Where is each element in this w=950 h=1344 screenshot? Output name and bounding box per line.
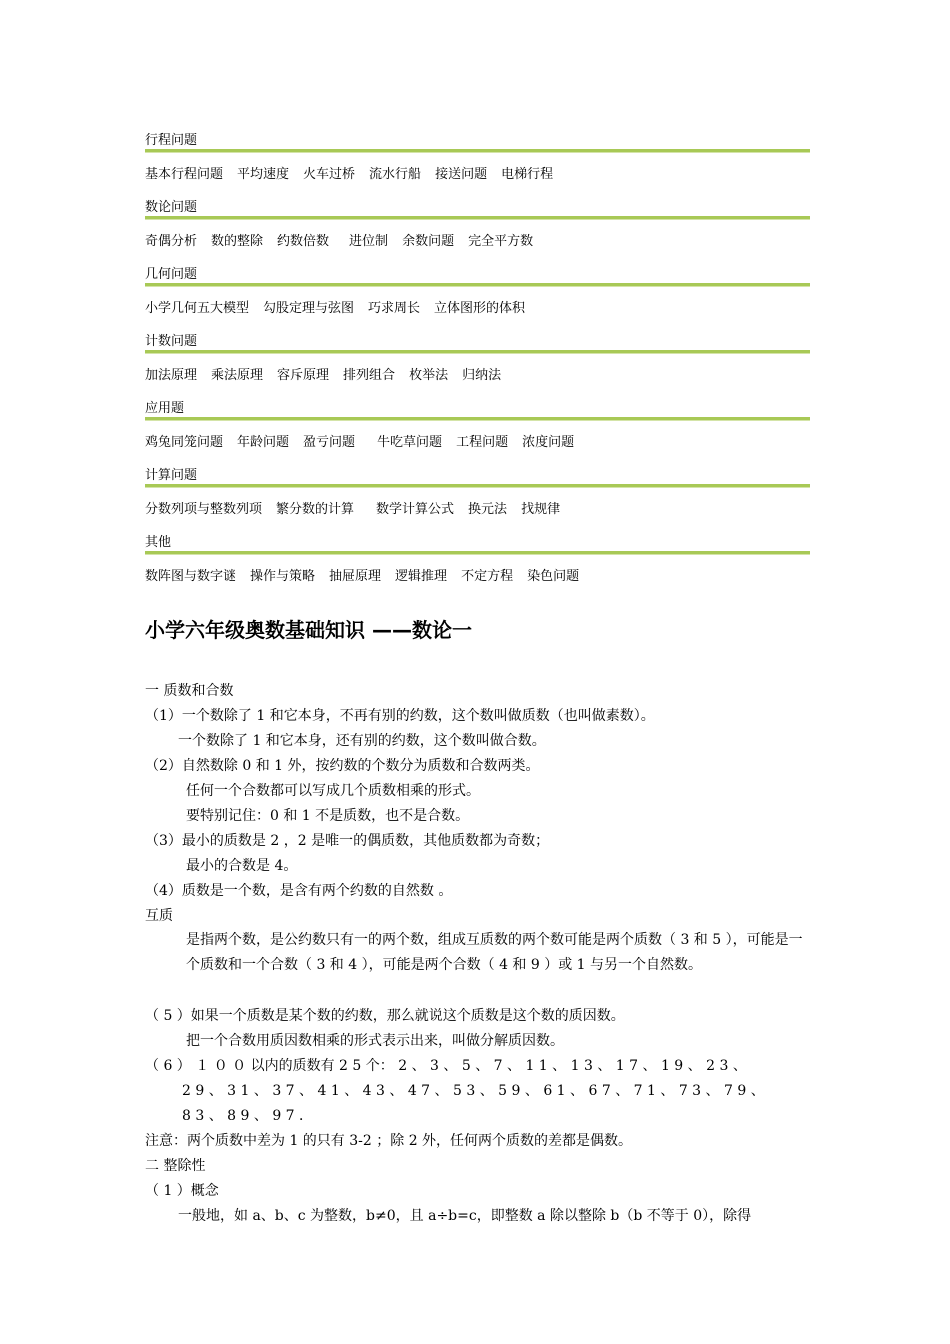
paragraph: 一般地，如 a、b、c 为整数，b≠0，且 a÷b=c，即整数 a 除以整除 b（b 不等于 0），除得 [178,1208,752,1224]
paragraph: 2 9 、 3 1 、 3 7 、 4 1 、 4 3 、 4 7 、 5 3 、 5 9 、 6 1 、 6 7 、 7 1 、 7 3 、 7 9 、 [182,1083,765,1099]
paragraph: 要特别记住：0 和 1 不是质数，也不是合数。 [186,808,470,824]
topic-item: 电梯行程 [501,167,554,182]
topic-item: 勾股定理与弦图 [263,301,355,316]
category-divider [145,283,810,287]
topic-item: 接送问题 [435,167,488,182]
topic-list [145,569,593,585]
topic-item: 抽屉原理 [329,569,382,584]
topic-item: 浓度问题 [522,435,575,450]
section-title: 一 质数和合数 [145,683,234,699]
topic-item: 繁分数的计算 [276,502,355,517]
topic-list [145,435,588,451]
topic-item: 找规律 [521,502,561,517]
topic-item: 巧求周长 [368,301,421,316]
paragraph: （ 5 ）如果一个质数是某个数的约数，那么就说这个质数是这个数的质因数。 [145,1008,625,1024]
paragraph: 任何一个合数都可以写成几个质数相乘的形式。 [186,783,480,799]
category-header [145,402,810,421]
topic-item: 小学几何五大模型 [145,301,250,316]
category-divider [145,350,810,354]
paragraph: 8 3 、 8 9 、 9 7 ． [182,1108,314,1124]
topic-item: 立体图形的体积 [434,301,526,316]
category-title: 行程问题 [145,133,198,148]
category-header [145,268,810,287]
topic-item: 换元法 [468,502,508,517]
category-divider [145,551,810,555]
topic-item: 余数问题 [402,234,455,249]
topic-item: 分数列项与整数列项 [145,502,263,517]
topic-item: 乘法原理 [211,368,264,383]
category-title: 其他 [145,535,172,550]
topic-item: 数的整除 [211,234,264,249]
topic-item: 染色问题 [527,569,580,584]
topic-item: 工程问题 [456,435,509,450]
paragraph: 最小的合数是 4。 [186,858,298,874]
category-divider [145,216,810,220]
topic-item: 火车过桥 [303,167,356,182]
category-header [145,335,810,354]
paragraph: （4）质数是一个数，是含有两个约数的自然数 。 [145,883,453,899]
topic-item: 约数倍数 [277,234,330,249]
category-divider [145,484,810,488]
paragraph: 把一个合数用质因数相乘的形式表示出来，叫做分解质因数。 [186,1033,564,1049]
topic-item: 进位制 [349,234,389,249]
paragraph: （2）自然数除 0 和 1 外，按约数的个数分为质数和合数两类。 [145,758,540,774]
topic-item: 基本行程问题 [145,167,224,182]
topic-item: 排列组合 [343,368,396,383]
topic-item: 归纳法 [462,368,502,383]
topic-item: 数学计算公式 [376,502,455,517]
paragraph: 一个数除了 1 和它本身，还有别的约数，这个数叫做合数。 [178,733,546,749]
topic-item: 年龄问题 [237,435,290,450]
topic-list [145,502,574,518]
category-header [145,201,810,220]
category-divider [145,417,810,421]
note: 注意：两个质数中差为 1 的只有 3-2 ；除 2 外，任何两个质数的差都是偶数。 [145,1133,633,1149]
category-header [145,469,810,488]
topic-item: 不定方程 [461,569,514,584]
section-title: 二 整除性 [145,1158,206,1174]
category-title: 计数问题 [145,334,198,349]
topic-list [145,301,539,317]
category-title: 计算问题 [145,468,198,483]
topic-item: 加法原理 [145,368,198,383]
paragraph: （ 1 ）概念 [145,1183,219,1199]
category-header [145,536,810,555]
category-title: 应用题 [145,401,185,416]
topic-item: 完全平方数 [468,234,534,249]
topic-list [145,368,515,384]
topic-item: 鸡兔同笼问题 [145,435,224,450]
paragraph: （ 6 ） １ ０ ０ 以内的质数有 2 5 个： 2 、 3 、 5 、 7 、 1 1 、 1 3 、 1 7 、 1 9 、 2 3 、 [145,1058,747,1074]
topic-list [145,167,567,183]
category-divider [145,149,810,153]
topic-item: 数阵图与数字谜 [145,569,237,584]
topic-item: 平均速度 [237,167,290,182]
topic-item: 流水行船 [369,167,422,182]
category-header [145,134,810,153]
document-heading: 小学六年级奥数基础知识 ——数论一 [145,618,472,642]
topic-item: 牛吃草问题 [377,435,443,450]
topic-list [145,234,547,250]
topic-item: 奇偶分析 [145,234,198,249]
category-title: 数论问题 [145,200,198,215]
section-title: 互质 [145,908,173,924]
topic-item: 枚举法 [409,368,449,383]
category-title: 几何问题 [145,267,198,282]
paragraph: （3）最小的质数是 2 ，2 是唯一的偶质数，其他质数都为奇数； [145,833,550,849]
paragraph: （1）一个数除了 1 和它本身，不再有别的约数，这个数叫做质数（也叫做素数）。 [145,708,655,724]
paragraph: 是指两个数，是公约数只有一的两个数，组成互质数的两个数可能是两个质数（ 3 和 5 ），可能是一个质数和一个合数（ 3 和 4 ），可能是两个合数（ 4 和 9 ）或 1 与另一个自然数。 [186,932,803,973]
topic-item: 盈亏问题 [303,435,356,450]
topic-item: 逻辑推理 [395,569,448,584]
topic-item: 容斥原理 [277,368,330,383]
topic-item: 操作与策略 [250,569,316,584]
